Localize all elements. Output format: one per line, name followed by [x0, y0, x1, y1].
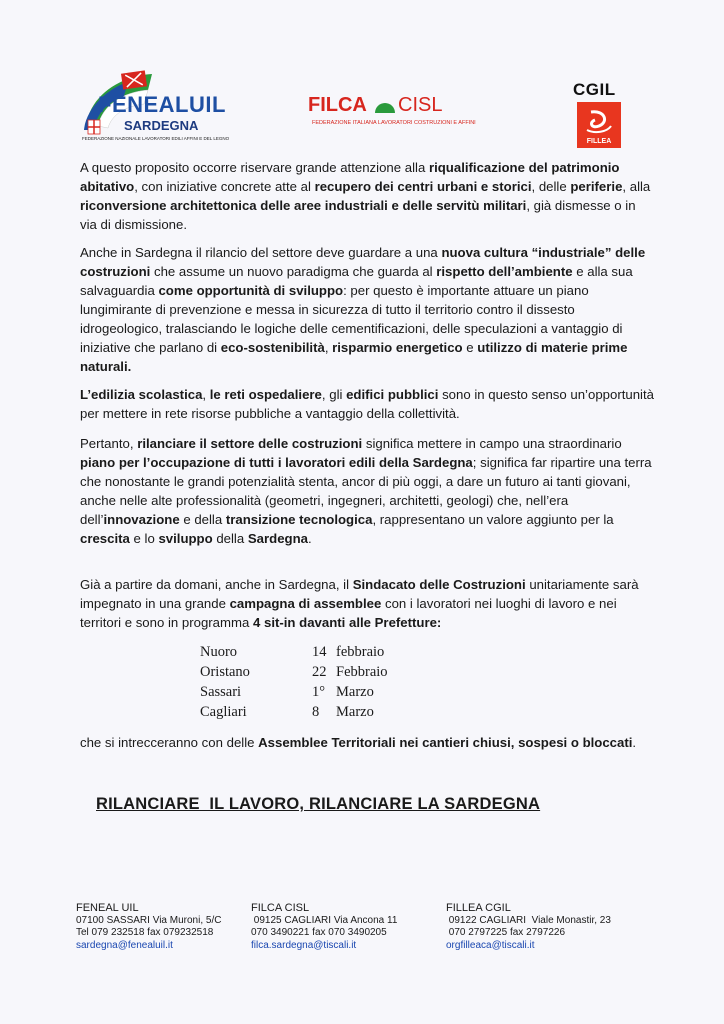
text-segment: , gli: [321, 387, 347, 402]
bold-text-segment: transizione tecnologica: [225, 512, 373, 527]
bold-text-segment: rilanciare il settore delle costruzioni: [137, 436, 363, 451]
text-segment: ,: [202, 387, 210, 402]
cgil-fillea-logo: [571, 80, 629, 148]
bold-text-segment: campagna di assemblee: [229, 596, 382, 611]
text-segment: , rappresentano un valore aggiunto per la: [372, 512, 614, 527]
footer-org-name: FILLEA CGIL: [446, 902, 511, 914]
text-segment: Già a partire da domani, anche in Sardegna, il: [80, 577, 353, 592]
fillea-logo-box: [577, 102, 621, 148]
bold-text-segment: piano per l’occupazione di tutti i lavoratori edili della Sardegna: [80, 455, 473, 470]
date-month: Marzo: [336, 704, 374, 720]
feneal-logo-name: FENEALUIL: [98, 92, 226, 117]
text-segment: con i lavoratori nei luoghi di lavoro e nei territori e sono in programma: [80, 596, 617, 630]
text-segment: .: [632, 735, 637, 750]
text-segment: e alla sua salvaguardia: [80, 264, 633, 298]
bold-text-segment: recupero dei centri urbani e storici: [314, 179, 532, 194]
text-segment: sono in questo senso un’opportunità per mettere in rete risorse pubbliche a vantaggio della collettività.: [80, 387, 654, 421]
feneal-uil-logo: [78, 68, 238, 146]
fillea-swirl-icon: [577, 104, 621, 138]
footer-address: 09122 CAGLIARI Viale Monastir, 23: [446, 914, 611, 926]
footer-feneal-uil: [76, 902, 221, 952]
date-city: Oristano: [200, 664, 250, 680]
bold-text-segment: L’edilizia scolastica: [80, 387, 203, 402]
filca-logo-federation: FEDERAZIONE ITALIANA LAVORATORI COSTRUZIONI E AFFINI: [312, 120, 476, 126]
paragraph-riqualificazione: [80, 158, 655, 234]
footer-phone: Tel 079 232518 fax 079232518: [76, 927, 214, 938]
bold-text-segment: innovazione: [103, 512, 180, 527]
footer-filca-cisl: [251, 902, 397, 952]
date-day: 14: [312, 644, 327, 660]
date-city: Cagliari: [200, 704, 247, 720]
paragraph-rilanciare-settore: [80, 434, 655, 548]
date-month: Febbraio: [336, 664, 388, 680]
bold-text-segment: come opportunità di sviluppo: [158, 283, 344, 298]
paragraph-edilizia-scolastica: [80, 385, 655, 423]
feneal-logo-region: SARDEGNA: [124, 118, 199, 133]
date-day: 22: [312, 664, 327, 680]
text-segment: e lo: [129, 531, 159, 546]
text-segment: , con iniziative concrete atte al: [134, 179, 315, 194]
bold-text-segment: le reti ospedaliere: [209, 387, 322, 402]
bold-text-segment: eco-sostenibilità: [220, 340, 325, 355]
text-segment: unitariamente sarà impegnato in una grande: [80, 577, 639, 611]
bold-text-segment: utilizzo di materie prime naturali.: [80, 340, 628, 374]
text-segment: : per questo è importante attuare un piano lungimirante di prevenzione e messa in sicurezza di tutto il territorio contro il dissesto idrogeologico, tralasciando le logiche delle cementificazioni, delle speculazioni a vantaggio di iniziative che parlano di: [80, 283, 623, 355]
footer-org-name: FENEAL UIL: [76, 902, 139, 914]
date-day: 1°: [312, 684, 326, 700]
cisl-hemisphere-icon: [374, 100, 396, 114]
text-segment: che assume un nuovo paradigma che guarda al: [150, 264, 437, 279]
text-segment: significa mettere in campo una straordinario: [362, 436, 622, 451]
text-segment: Anche in Sardegna il rilancio del settore deve guardare a una: [80, 245, 442, 260]
footer-phone: 070 2797225 fax 2797226: [446, 927, 565, 938]
paragraph-assemblee-territoriali: [80, 733, 655, 752]
text-segment: Pertanto,: [80, 436, 138, 451]
text-segment: ; significa far ripartire una terra che nonostante le grandi potenzialità stenta, ancor di più oggi, a dare un futuro ai tanti giovani, anche nelle alte professionalità (geometri, ingegneri, architetti, geologi) che, nell’era dell’: [80, 455, 652, 527]
footer-fillea-cgil: [446, 902, 611, 952]
paragraph-campagna-assemblee: [80, 575, 655, 632]
date-row: [200, 662, 388, 682]
headline: RILANCIARE IL LAVORO, RILANCIARE LA SARDEGNA: [96, 795, 541, 813]
text-segment: che si intrecceranno con delle: [80, 735, 259, 750]
bold-text-segment: crescita: [80, 531, 130, 546]
filca-cisl-logo: [308, 92, 476, 132]
date-month: Marzo: [336, 684, 374, 700]
text-segment: ,: [324, 340, 333, 355]
fillea-logo-name: FILLEA: [586, 138, 612, 145]
text-segment: della: [212, 531, 248, 546]
bold-text-segment: Assemblee Territoriali nei cantieri chiusi, sospesi o bloccati: [258, 735, 633, 750]
text-segment: , alla: [622, 179, 651, 194]
bold-text-segment: nuova cultura “industriale” delle costruzioni: [80, 245, 646, 279]
sit-in-dates-table: [200, 642, 388, 722]
filca-logo-name: FILCA: [308, 94, 367, 116]
text-segment: e: [462, 340, 478, 355]
bold-text-segment: risparmio energetico: [332, 340, 463, 355]
text-segment: , delle: [531, 179, 571, 194]
footer-org-name: FILCA CISL: [251, 902, 310, 914]
footer-address: 07100 SASSARI Via Muroni, 5/C: [76, 914, 222, 926]
date-row: [200, 642, 388, 662]
text-segment: e della: [179, 512, 226, 527]
text-segment: .: [307, 531, 312, 546]
date-city: Nuoro: [200, 644, 238, 660]
date-row: [200, 682, 388, 702]
bold-text-segment: sviluppo: [158, 531, 213, 546]
text-segment: , già dismesse o in via di dismissione.: [80, 198, 636, 232]
bold-text-segment: rispetto dell’ambiente: [436, 264, 573, 279]
paragraph-nuova-cultura: [80, 243, 655, 376]
text-segment: A questo proposito occorre riservare grande attenzione alla: [80, 160, 429, 175]
feneal-logo-federation: FEDERAZIONE NAZIONALE LAVORATORI EDILI AFFINI E DEL LEGNO: [82, 136, 230, 141]
bold-text-segment: 4 sit-in davanti alle Prefetture:: [252, 615, 442, 630]
footer-email-link[interactable]: orgfilleaca@tiscali.it: [446, 939, 535, 951]
bold-text-segment: riconversione architettonica delle aree industriali e delle servitù militari: [80, 198, 527, 213]
bold-text-segment: periferie: [570, 179, 623, 194]
date-day: 8: [312, 704, 320, 720]
bold-text-segment: Sardegna: [247, 531, 308, 546]
footer-address: 09125 CAGLIARI Via Ancona 11: [251, 914, 398, 926]
cisl-logo-name: CISL: [398, 94, 443, 116]
footer-email-link[interactable]: sardegna@fenealuil.it: [76, 939, 173, 951]
footer-phone: 070 3490221 fax 070 3490205: [251, 927, 387, 938]
date-city: Sassari: [200, 684, 242, 700]
bold-text-segment: edifici pubblici: [346, 387, 439, 402]
footer-email-link[interactable]: filca.sardegna@tiscali.it: [251, 939, 357, 951]
bold-text-segment: Sindacato delle Costruzioni: [352, 577, 526, 592]
cgil-logo-name: CGIL: [573, 80, 616, 99]
date-row: [200, 702, 388, 722]
bold-text-segment: riqualificazione del patrimonio abitativo: [80, 160, 620, 194]
date-month: febbraio: [336, 644, 385, 660]
